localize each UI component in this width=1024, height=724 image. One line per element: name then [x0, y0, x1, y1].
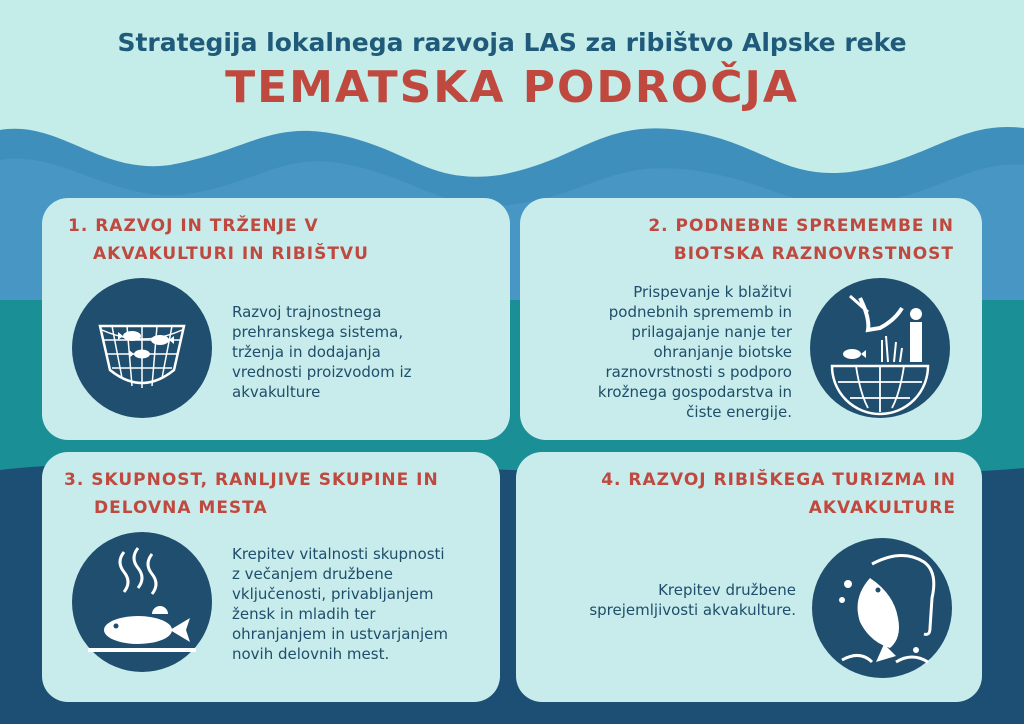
fish-dish-icon [72, 532, 212, 672]
card-aquaculture-marketing [42, 198, 510, 440]
card-title: 3. SKUPNOST, RANLJIVE SKUPINE IN DELOVNA MESTA [64, 470, 439, 518]
subtitle: Strategija lokalnega razvoja LAS za ribištvo Alpske reke [117, 28, 907, 57]
card-title: 1. RAZVOJ IN TRŽENJE V AKVAKULTURI IN RIBIŠTVU [68, 216, 369, 264]
card-fishing-tourism [516, 452, 982, 702]
card-climate-biodiversity [520, 198, 982, 440]
card-community [42, 452, 500, 702]
card-description: Krepitev družbene sprejemljivosti akvakulture. [589, 581, 796, 619]
card-description: Razvoj trajnostnega prehranskega sistema, trženja in dodajanja vrednosti proizvodom iz akvakulture [232, 303, 412, 401]
page-title: TEMATSKA PODROČJA [225, 62, 799, 113]
card-description: Krepitev vitalnosti skupnosti z večanjem družbene vključenosti, privabljanjem žensk in mladih ter ohranjanjem in ustvarjanjem novih delovnih mest. [232, 545, 448, 663]
fishing-hook-icon [812, 538, 952, 678]
card-description: Prispevanje k blažitvi podnebnih sprememb in prilagajanje nanje ter ohranjanje biotske raznovrstnosti s podporo krožnega gospodarstva in čiste energije. [597, 283, 792, 421]
card-title: 4. RAZVOJ RIBIŠKEGA TURIZMA IN AKVAKULTURE [601, 470, 956, 518]
biodiversity-globe-icon [810, 278, 950, 418]
card-title: 2. PODNEBNE SPREMEMBE IN BIOTSKA RAZNOVRSTNOST [648, 216, 954, 264]
fishing-net-icon [72, 278, 212, 418]
